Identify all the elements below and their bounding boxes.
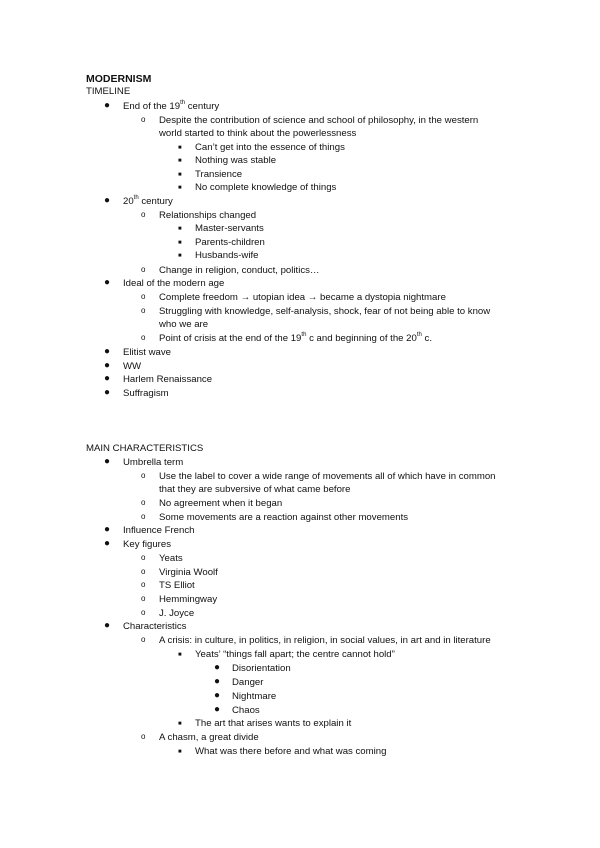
bullet-dot: ● <box>104 387 111 398</box>
list-item: world started to think about the powerlessness <box>159 128 357 139</box>
bullet-dot: ● <box>104 346 111 357</box>
list-item: Nothing was stable <box>195 155 277 166</box>
bullet-circle: o <box>141 265 146 274</box>
list-item: Elitist wave <box>123 347 171 358</box>
list-item: Despite the contribution of science and school of philosophy, in the western <box>159 115 479 126</box>
list-item: Struggling with knowledge, self-analysis, shock, fear of not being able to know <box>159 306 491 317</box>
bullet-square: ■ <box>178 158 182 164</box>
bullet-dot: ● <box>104 373 111 384</box>
list-item: Chaos <box>232 705 260 716</box>
bullet-circle: o <box>141 292 146 301</box>
bullet-dot: ● <box>104 620 111 631</box>
bullet-circle: o <box>141 333 146 342</box>
bullet-circle: o <box>141 115 146 124</box>
bullet-square: ■ <box>178 185 182 191</box>
bullet-circle: o <box>141 580 146 589</box>
timeline-heading: TIMELINE <box>86 86 131 97</box>
list-item: Hemmingway <box>159 594 218 605</box>
list-item: J. Joyce <box>159 608 195 619</box>
list-item: Point of crisis at the end of the 19th c and beginning of the 20th c. <box>159 331 432 344</box>
list-item: Influence French <box>123 525 195 536</box>
bullet-square: ■ <box>178 145 182 151</box>
bullet-square: ■ <box>178 749 182 755</box>
bullet-circle: o <box>141 471 146 480</box>
bullet-circle: o <box>141 498 146 507</box>
bullet-dot: ● <box>214 676 221 687</box>
bullet-square: ■ <box>178 253 182 259</box>
bullet-circle: o <box>141 306 146 315</box>
bullet-square: ■ <box>178 240 182 246</box>
list-item: Master-servants <box>195 223 264 234</box>
list-item: Yeats <box>159 553 183 564</box>
list-item: who we are <box>159 319 209 330</box>
list-item: Harlem Renaissance <box>123 374 213 385</box>
bullet-dot: ● <box>214 662 221 673</box>
bullet-square: ■ <box>178 652 182 658</box>
bullet-dot: ● <box>104 538 111 549</box>
list-item: Umbrella term <box>123 457 184 468</box>
list-item: WW <box>123 361 142 372</box>
list-item: Virginia Woolf <box>159 567 218 578</box>
list-item: No complete knowledge of things <box>195 182 337 193</box>
list-item: Use the label to cover a wide range of movements all of which have in common <box>159 471 496 482</box>
list-item: Suffragism <box>123 388 169 399</box>
bullet-circle: o <box>141 594 146 603</box>
list-item: 20th century <box>123 194 173 207</box>
list-item: Husbands-wife <box>195 250 259 261</box>
list-item: Complete freedom → utopian idea → became a dystopia nightmare <box>159 292 446 303</box>
list-item: Nightmare <box>232 691 277 702</box>
list-item: A chasm, a great divide <box>159 732 259 743</box>
bullet-dot: ● <box>104 456 111 467</box>
list-item: The art that arises wants to explain it <box>195 718 352 729</box>
characteristics-heading: MAIN CHARACTERISTICS <box>86 443 204 454</box>
bullet-dot: ● <box>214 690 221 701</box>
list-item: Yeats’ “things fall apart; the centre cannot hold” <box>195 649 395 660</box>
bullet-dot: ● <box>214 704 221 715</box>
bullet-dot: ● <box>104 360 111 371</box>
list-item: What was there before and what was coming <box>195 746 387 757</box>
list-item: Some movements are a reaction against other movements <box>159 512 409 523</box>
list-item: No agreement when it began <box>159 498 283 509</box>
doc-title: MODERNISM <box>86 73 152 85</box>
bullet-dot: ● <box>104 524 111 535</box>
list-item: Parents-children <box>195 237 265 248</box>
bullet-circle: o <box>141 553 146 562</box>
bullet-square: ■ <box>178 172 182 178</box>
list-item: End of the 19th century <box>123 99 220 112</box>
bullet-circle: o <box>141 210 146 219</box>
list-item: A crisis: in culture, in politics, in religion, in social values, in art and in literature <box>159 635 491 646</box>
bullet-dot: ● <box>104 277 111 288</box>
list-item: Danger <box>232 677 264 688</box>
bullet-dot: ● <box>104 100 111 111</box>
list-item: Change in religion, conduct, politics… <box>159 265 320 276</box>
bullet-circle: o <box>141 635 146 644</box>
list-item: Can’t get into the essence of things <box>195 142 345 153</box>
list-item: Relationships changed <box>159 210 257 221</box>
list-item: Ideal of the modern age <box>123 278 225 289</box>
list-item: Key figures <box>123 539 171 550</box>
list-item: Disorientation <box>232 663 291 674</box>
bullet-circle: o <box>141 512 146 521</box>
list-item: TS Elliot <box>159 580 195 591</box>
bullet-square: ■ <box>178 226 182 232</box>
list-item: Transience <box>195 169 243 180</box>
list-item: that they are subversive of what came before <box>159 484 351 495</box>
bullet-circle: o <box>141 732 146 741</box>
bullet-circle: o <box>141 567 146 576</box>
bullet-circle: o <box>141 608 146 617</box>
bullet-square: ■ <box>178 721 182 727</box>
list-item: Characteristics <box>123 621 187 632</box>
bullet-dot: ● <box>104 195 111 206</box>
